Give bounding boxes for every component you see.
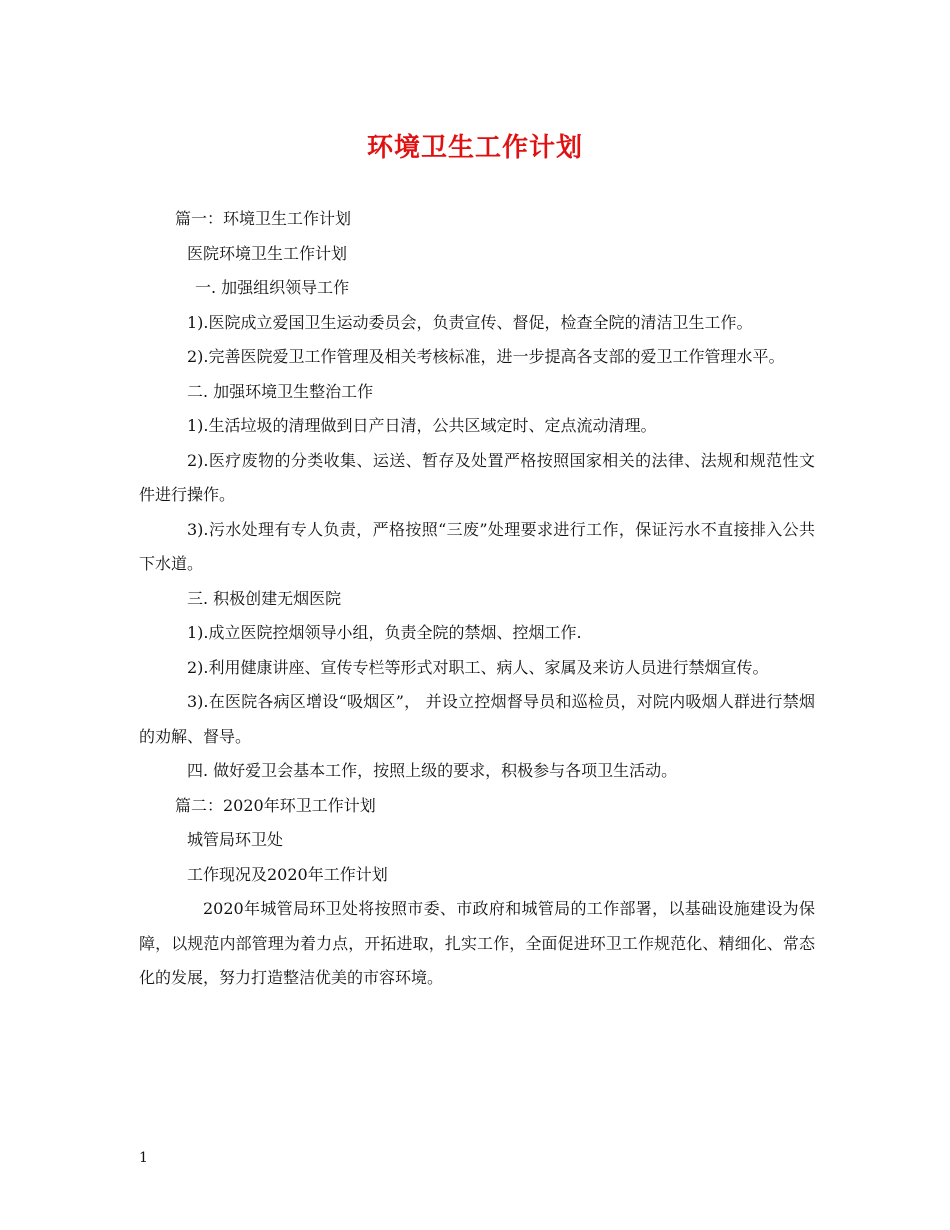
paragraph-section-3: 三. 积极创建无烟医院 (187, 588, 342, 608)
paragraph-item: 3).污水处理有专人负责，严格按照“三废”处理要求进行工作，保证污水不直接排入公共下水道。 (139, 519, 815, 573)
paragraph-item: 1).医院成立爱国卫生运动委员会，负责宣传、督促，检查全院的清洁卫生工作。 (187, 312, 753, 332)
paragraph-item: 2).利用健康讲座、宣传专栏等形式对职工、病人、家属及来访人员进行禁烟宣传。 (187, 657, 769, 677)
paragraph-item: 3).在医院各病区增设“吸烟区”， 并设立控烟督导员和巡检员，对院内吸烟人群进行禁烟的劝解、督导。 (139, 692, 815, 746)
paragraph-item: 1).生活垃圾的清理做到日产日清，公共区域定时、定点流动清理。 (187, 416, 657, 435)
page-number: 1 (139, 1150, 148, 1166)
paragraph-item: 2).完善医院爱卫工作管理及相关考核标准，进一步提高各支部的爱卫工作管理水平。 (187, 347, 785, 366)
paragraph-part1-heading: 篇一：环境卫生工作计划 (175, 209, 352, 228)
paragraph-section-4: 四. 做好爱卫会基本工作，按照上级的要求，积极参与各项卫生活动。 (187, 761, 678, 780)
paragraph-item: 2).医疗废物的分类收集、运送、暂存及处置严格按照国家相关的法律、法规和规范性文件进行操作。 (139, 450, 815, 504)
document-title: 环境卫生工作计划 (366, 133, 583, 163)
paragraph-item: 1).成立医院控烟领导小组，负责全院的禁烟、控烟工作. (187, 623, 582, 642)
paragraph-department: 城管局环卫处 (187, 830, 284, 849)
paragraph-body: 2020年城管局环卫处将按照市委、市政府和城管局的工作部署，以基础设施建设为保障，以规范内部管理为着力点，开拓进取，扎实工作，全面促进环卫工作规范化、精细化、常态化的发展，努力打造整洁优美的市容环境。 (139, 899, 815, 987)
paragraph-section-1: 一. 加强组织领导工作 (195, 278, 350, 297)
document-body (139, 202, 815, 996)
paragraph-part2-heading: 篇二：2020年环卫工作计划 (175, 795, 376, 815)
paragraph-report-title: 工作现况及2020年工作计划 (187, 864, 388, 884)
paragraph-subtitle: 医院环境卫生工作计划 (187, 243, 348, 263)
paragraph-section-2: 二. 加强环境卫生整治工作 (187, 381, 374, 401)
